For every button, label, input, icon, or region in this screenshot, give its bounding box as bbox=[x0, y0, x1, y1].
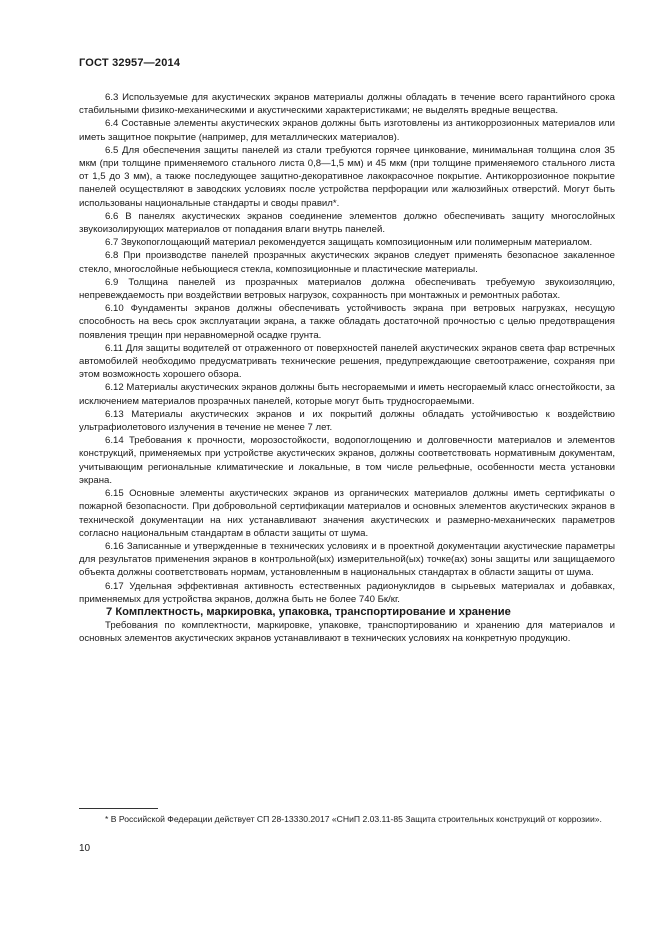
paragraph-6-17: 6.17 Удельная эффективная активность естественных радионуклидов в сырьевых материалах и добавках, применяемых для устройства экранов, должна быть не более 740 Бк/кг. bbox=[79, 580, 615, 605]
paragraph-6-13: 6.13 Материалы акустических экранов и их покрытий должны обладать устойчивостью к воздействию ультрафиолетового излучения в течение не менее 7 лет. bbox=[79, 408, 615, 434]
paragraph-6-7: 6.7 Звукопоглощающий материал рекомендуется защищать композиционным или полимерным материалом. bbox=[105, 237, 593, 249]
paragraph-6-9: 6.9 Толщина панелей из прозрачных материалов должна обеспечивать требуемую звукоизоляцию, непревеждаемость при воздействии ветровых нагрузок, сохранность при монтажных и ремонтных работах. bbox=[79, 276, 615, 302]
document-header: ГОСТ 32957—2014 bbox=[79, 57, 181, 69]
paragraph-6-5: 6.5 Для обеспечения защиты панелей из стали требуются горячее цинкование, минимальная толщина слоя 35 мкм (при толщине применяемого стального листа 0,8—1,5 мм) и 45 мкм (при толщине применяемого стального листа от 1,5 до 3 мм), а также последующее защитно-декоративное лакокрасочное покрытие. Антикоррозионное покрытие панелей осуществляют в заводских условиях после устройства перфорации или жалюзийных отверстий. Могут быть использованы национальные стандарты и своды правил*. bbox=[79, 144, 615, 209]
section-7-paragraph: Требования по комплектности, маркировке, упаковке, транспортированию и хранению для материалов и основных элементов акустических экранов устанавливают в технических условиях на конкретную продукцию. bbox=[79, 620, 615, 645]
paragraph-6-10: 6.10 Фундаменты экранов должны обеспечивать устойчивость экрана при ветровых нагрузках, несущую способность на весь срок эксплуатации экрана, а также обладать достаточной прочностью с целью предотвращения появления трещин при неравномерной осадке грунта. bbox=[79, 303, 615, 341]
footnote-text: * В Российской Федерации действует СП 28-13330.2017 «СНиП 2.03.11-85 Защита строительных конструкций от коррозии». bbox=[105, 814, 602, 824]
paragraph-6-6: 6.6 В панелях акустических экранов соединение элементов должно обеспечивать защиту многослойных звукоизолирующих материалов от попадания влаги внутрь панелей. bbox=[79, 210, 615, 236]
paragraph-6-15: 6.15 Основные элементы акустических экранов из органических материалов должны иметь сертификаты о пожарной безопасности. При добровольной сертификации материалов и основных элементов акустических экранов в технической документации на них устанавливают значения акустических и размерно-механических параметров согласно национальным стандартам в области защиты от шума. bbox=[79, 488, 615, 539]
footnote-separator bbox=[79, 808, 158, 809]
paragraph-6-14: 6.14 Требования к прочности, морозостойкости, водопоглощению и долговечности материалов и элементов конструкций, применяемых при устройстве акустических экранов, должны соответствовать нормативным документам, учитывающим региональные климатические и локальные, в том числе рельефные, особенности места установки экрана. bbox=[79, 435, 615, 486]
page-number: 10 bbox=[79, 843, 91, 854]
paragraph-6-16: 6.16 Записанные и утвержденные в технических условиях и в проектной документации акустические параметры для результатов применения экранов в контрольной(ых) измерительной(ых) точке(ах) зоны защиты или защищаемого объекта должны соответствовать нормам, установленным в национальных стандартах в области защиты от шума. bbox=[79, 540, 615, 579]
paragraph-6-12: 6.12 Материалы акустических экранов должны быть несгораемыми и иметь несгораемый класс огнестойкости, за исключением материалов прозрачных панелей, которые могут быть трудносгораемыми. bbox=[79, 382, 615, 407]
document-body bbox=[79, 91, 615, 646]
paragraph-6-11: 6.11 Для защиты водителей от отраженного от поверхностей панелей акустических экранов света фар встречных автомобилей необходимо предусматривать технические решения, предупреждающие светоотражение, сохраняя при этом возможность хорошего обзора. bbox=[79, 342, 615, 381]
paragraph-6-4: 6.4 Составные элементы акустических экранов должны быть изготовлены из антикоррозионных материалов или иметь защитное покрытие (например, для металлических материалов). bbox=[79, 118, 615, 143]
section-7-title: 7 Комплектность, маркировка, упаковка, транспортирование и хранение bbox=[106, 605, 511, 618]
paragraph-6-8: 6.8 При производстве панелей прозрачных акустических экранов следует применять безопасное закаленное стекло, многослойные небьющиеся стекла, композиционные и пластические материалы. bbox=[79, 250, 615, 275]
paragraph-6-3: 6.3 Используемые для акустических экранов материалы должны обладать в течение всего гарантийного срока стабильными физико-механическими и акустическими характеристиками; не выделять вредные вещества. bbox=[79, 92, 615, 117]
footnote bbox=[79, 813, 615, 825]
